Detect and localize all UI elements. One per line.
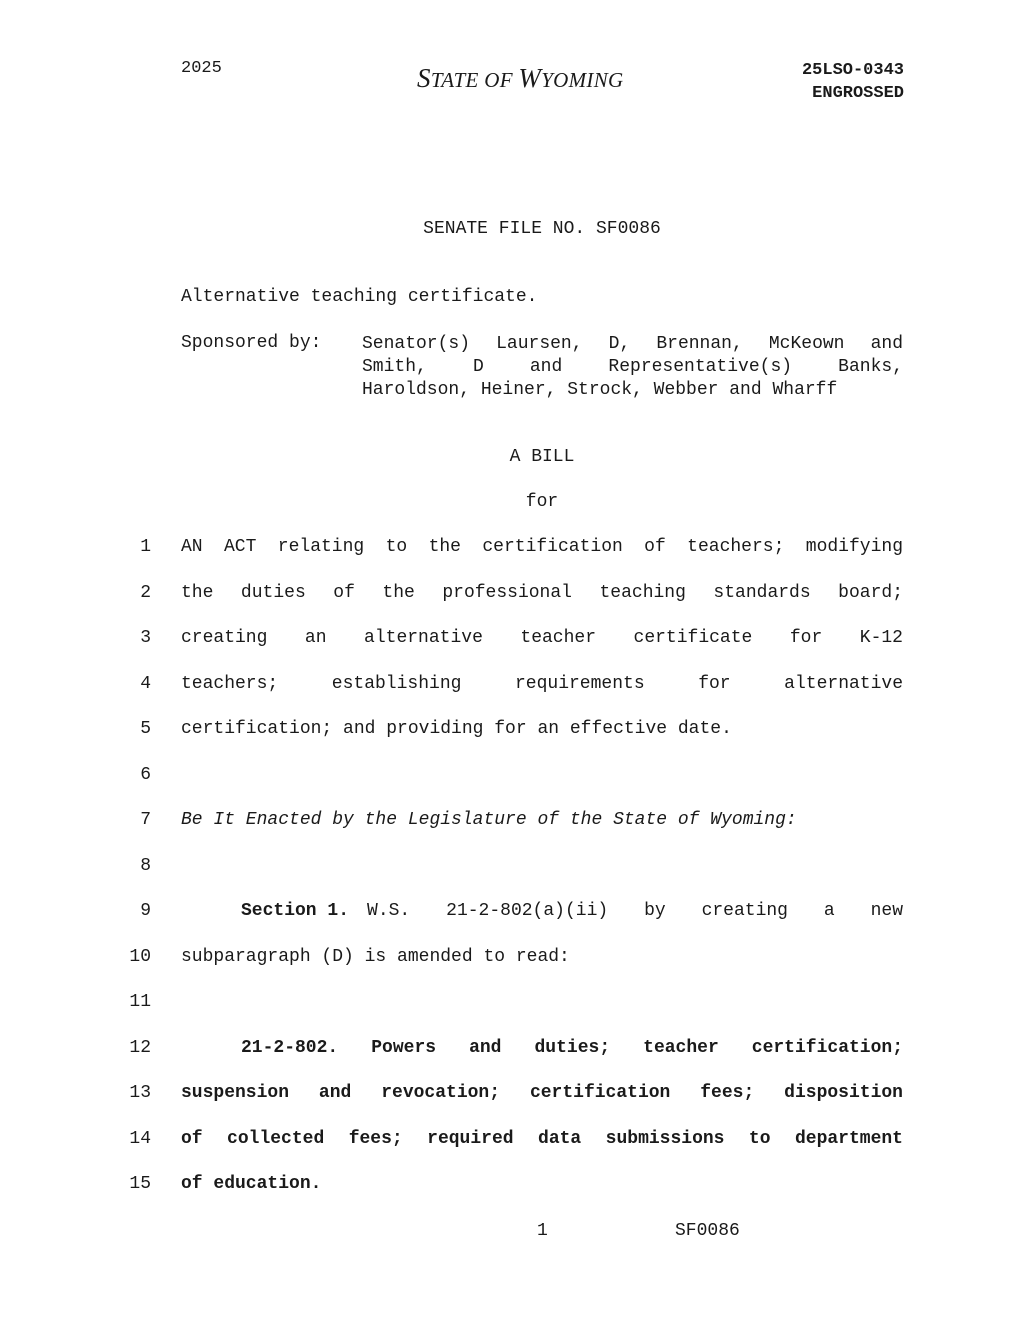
bill-line: teachers; establishing requirements for alternative <box>181 674 903 694</box>
line-number: 15 <box>129 1174 151 1194</box>
sponsor-line: Smith, D and Representative(s) Banks, <box>362 357 903 377</box>
line-number: 9 <box>140 901 151 921</box>
for-heading: for <box>525 492 559 512</box>
bill-line: the duties of the professional teaching standards board; <box>181 583 903 603</box>
line-number: 12 <box>129 1038 151 1058</box>
bill-line: W.S. 21-2-802(a)(ii) by creating a new <box>367 901 903 921</box>
senate-file-number: SENATE FILE NO. SF0086 <box>423 219 661 239</box>
line-number: 10 <box>129 947 151 967</box>
section-1-line <box>181 901 903 921</box>
section-label: Section 1. <box>241 901 350 921</box>
line-number: 4 <box>140 674 151 694</box>
sponsor-list <box>362 333 903 402</box>
sponsor-line: Haroldson, Heiner, Strock, Webber and Wharff <box>362 380 838 400</box>
engrossed-status: ENGROSSED <box>812 84 904 103</box>
line-number: 13 <box>129 1083 151 1103</box>
line-number: 5 <box>140 719 151 739</box>
state-title: STATE OF WYOMING <box>417 63 624 93</box>
bill-line: certification; and providing for an effective date. <box>181 719 732 739</box>
bill-short-title: Alternative teaching certificate. <box>181 287 538 307</box>
footer-page-number: 1 <box>537 1221 548 1241</box>
bill-line: creating an alternative teacher certificate for K-12 <box>181 628 903 648</box>
line-number: 3 <box>140 628 151 648</box>
lso-number: 25LSO-0343 <box>801 61 904 80</box>
header-code-block <box>802 59 904 105</box>
sponsor-line: Senator(s) Laursen, D, Brennan, McKeown and <box>362 334 903 354</box>
statute-heading-line: of education. <box>181 1174 322 1194</box>
header-year: 2025 <box>181 59 222 78</box>
bill-line: subparagraph (D) is amended to read: <box>181 947 570 967</box>
footer-file-id: SF0086 <box>675 1221 740 1241</box>
line-number: 6 <box>140 765 151 785</box>
sponsor-label: Sponsored by: <box>181 333 322 353</box>
line-number: 2 <box>140 583 151 603</box>
statute-heading-line: 21-2-802. Powers and duties; teacher certification; <box>241 1038 903 1058</box>
line-number: 14 <box>129 1129 151 1149</box>
line-number: 11 <box>129 992 151 1012</box>
line-number: 7 <box>140 810 151 830</box>
statute-heading-line: of collected fees; required data submissions to department <box>181 1129 903 1149</box>
line-number: 8 <box>140 856 151 876</box>
enacting-clause: Be It Enacted by the Legislature of the State of Wyoming: <box>181 810 797 830</box>
statute-heading-line: suspension and revocation; certification fees; disposition <box>181 1083 903 1103</box>
line-number: 1 <box>140 537 151 557</box>
bill-line: AN ACT relating to the certification of teachers; modifying <box>181 537 903 557</box>
a-bill-heading: A BILL <box>509 447 575 467</box>
